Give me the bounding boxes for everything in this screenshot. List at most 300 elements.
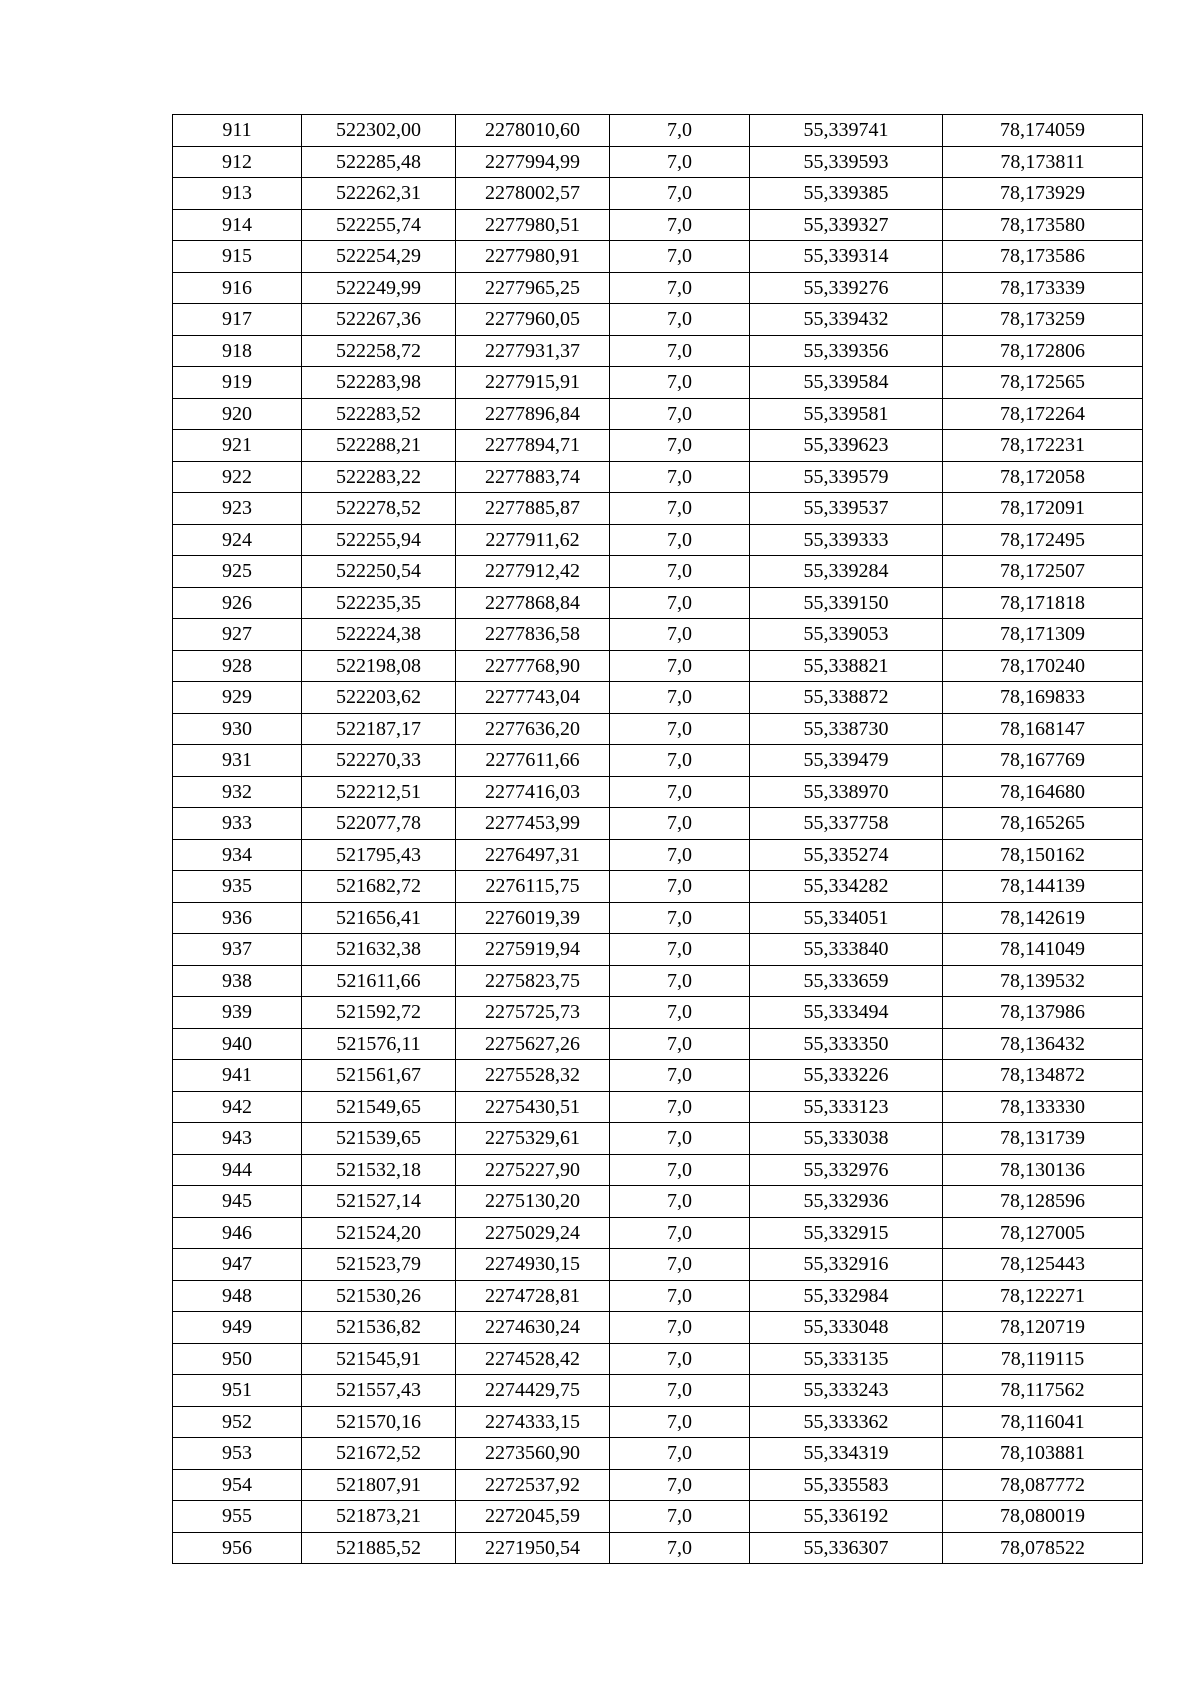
value-cell: 7,0: [610, 1406, 750, 1438]
longitude-cell: 78,144139: [943, 871, 1143, 903]
y-coordinate-cell: 2278010,60: [456, 115, 610, 147]
point-number-cell: 916: [173, 272, 302, 304]
value-cell: 7,0: [610, 965, 750, 997]
longitude-cell: 78,128596: [943, 1186, 1143, 1218]
table-row: [173, 1469, 1143, 1501]
table-row: [173, 241, 1143, 273]
point-number-cell: 927: [173, 619, 302, 651]
point-number-cell: 946: [173, 1217, 302, 1249]
table-row: [173, 1249, 1143, 1281]
point-number-cell: 951: [173, 1375, 302, 1407]
y-coordinate-cell: 2277768,90: [456, 650, 610, 682]
latitude-cell: 55,339741: [750, 115, 943, 147]
point-number-cell: 949: [173, 1312, 302, 1344]
latitude-cell: 55,339356: [750, 335, 943, 367]
longitude-cell: 78,125443: [943, 1249, 1143, 1281]
longitude-cell: 78,133330: [943, 1091, 1143, 1123]
table-row: [173, 178, 1143, 210]
point-number-cell: 918: [173, 335, 302, 367]
longitude-cell: 78,173259: [943, 304, 1143, 336]
longitude-cell: 78,171309: [943, 619, 1143, 651]
table-row: [173, 367, 1143, 399]
table-row: [173, 1091, 1143, 1123]
x-coordinate-cell: 522250,54: [302, 556, 456, 588]
table-row: [173, 304, 1143, 336]
value-cell: 7,0: [610, 1469, 750, 1501]
value-cell: 7,0: [610, 1501, 750, 1533]
latitude-cell: 55,335583: [750, 1469, 943, 1501]
y-coordinate-cell: 2275430,51: [456, 1091, 610, 1123]
latitude-cell: 55,339327: [750, 209, 943, 241]
x-coordinate-cell: 521545,91: [302, 1343, 456, 1375]
latitude-cell: 55,339579: [750, 461, 943, 493]
x-coordinate-cell: 522270,33: [302, 745, 456, 777]
value-cell: 7,0: [610, 934, 750, 966]
x-coordinate-cell: 521795,43: [302, 839, 456, 871]
x-coordinate-cell: 522262,31: [302, 178, 456, 210]
longitude-cell: 78,142619: [943, 902, 1143, 934]
latitude-cell: 55,339314: [750, 241, 943, 273]
value-cell: 7,0: [610, 430, 750, 462]
value-cell: 7,0: [610, 1343, 750, 1375]
latitude-cell: 55,332916: [750, 1249, 943, 1281]
x-coordinate-cell: 521532,18: [302, 1154, 456, 1186]
latitude-cell: 55,336192: [750, 1501, 943, 1533]
point-number-cell: 913: [173, 178, 302, 210]
x-coordinate-cell: 521557,43: [302, 1375, 456, 1407]
x-coordinate-cell: 521570,16: [302, 1406, 456, 1438]
point-number-cell: 944: [173, 1154, 302, 1186]
value-cell: 7,0: [610, 776, 750, 808]
y-coordinate-cell: 2277915,91: [456, 367, 610, 399]
latitude-cell: 55,339333: [750, 524, 943, 556]
value-cell: 7,0: [610, 1312, 750, 1344]
point-number-cell: 939: [173, 997, 302, 1029]
y-coordinate-cell: 2274528,42: [456, 1343, 610, 1375]
y-coordinate-cell: 2275919,94: [456, 934, 610, 966]
y-coordinate-cell: 2277883,74: [456, 461, 610, 493]
y-coordinate-cell: 2274728,81: [456, 1280, 610, 1312]
longitude-cell: 78,167769: [943, 745, 1143, 777]
x-coordinate-cell: 521561,67: [302, 1060, 456, 1092]
longitude-cell: 78,173339: [943, 272, 1143, 304]
y-coordinate-cell: 2277453,99: [456, 808, 610, 840]
longitude-cell: 78,139532: [943, 965, 1143, 997]
longitude-cell: 78,130136: [943, 1154, 1143, 1186]
table-row: [173, 1154, 1143, 1186]
coordinates-table-body: [173, 115, 1143, 1564]
value-cell: 7,0: [610, 745, 750, 777]
point-number-cell: 936: [173, 902, 302, 934]
y-coordinate-cell: 2274930,15: [456, 1249, 610, 1281]
point-number-cell: 929: [173, 682, 302, 714]
point-number-cell: 920: [173, 398, 302, 430]
y-coordinate-cell: 2275823,75: [456, 965, 610, 997]
table-row: [173, 682, 1143, 714]
point-number-cell: 925: [173, 556, 302, 588]
value-cell: 7,0: [610, 1532, 750, 1564]
value-cell: 7,0: [610, 335, 750, 367]
y-coordinate-cell: 2277636,20: [456, 713, 610, 745]
longitude-cell: 78,103881: [943, 1438, 1143, 1470]
latitude-cell: 55,336307: [750, 1532, 943, 1564]
longitude-cell: 78,172565: [943, 367, 1143, 399]
table-row: [173, 335, 1143, 367]
latitude-cell: 55,334319: [750, 1438, 943, 1470]
y-coordinate-cell: 2274333,15: [456, 1406, 610, 1438]
point-number-cell: 954: [173, 1469, 302, 1501]
latitude-cell: 55,333135: [750, 1343, 943, 1375]
latitude-cell: 55,339623: [750, 430, 943, 462]
x-coordinate-cell: 521672,52: [302, 1438, 456, 1470]
latitude-cell: 55,339432: [750, 304, 943, 336]
value-cell: 7,0: [610, 1217, 750, 1249]
longitude-cell: 78,172058: [943, 461, 1143, 493]
latitude-cell: 55,338872: [750, 682, 943, 714]
value-cell: 7,0: [610, 1186, 750, 1218]
longitude-cell: 78,131739: [943, 1123, 1143, 1155]
point-number-cell: 931: [173, 745, 302, 777]
x-coordinate-cell: 522255,94: [302, 524, 456, 556]
x-coordinate-cell: 522224,38: [302, 619, 456, 651]
y-coordinate-cell: 2275329,61: [456, 1123, 610, 1155]
x-coordinate-cell: 522258,72: [302, 335, 456, 367]
point-number-cell: 926: [173, 587, 302, 619]
longitude-cell: 78,173929: [943, 178, 1143, 210]
longitude-cell: 78,172091: [943, 493, 1143, 525]
x-coordinate-cell: 522267,36: [302, 304, 456, 336]
table-row: [173, 493, 1143, 525]
longitude-cell: 78,173586: [943, 241, 1143, 273]
latitude-cell: 55,332984: [750, 1280, 943, 1312]
latitude-cell: 55,335274: [750, 839, 943, 871]
table-row: [173, 1312, 1143, 1344]
y-coordinate-cell: 2277611,66: [456, 745, 610, 777]
longitude-cell: 78,150162: [943, 839, 1143, 871]
value-cell: 7,0: [610, 808, 750, 840]
x-coordinate-cell: 521527,14: [302, 1186, 456, 1218]
x-coordinate-cell: 521807,91: [302, 1469, 456, 1501]
latitude-cell: 55,337758: [750, 808, 943, 840]
point-number-cell: 935: [173, 871, 302, 903]
x-coordinate-cell: 522278,52: [302, 493, 456, 525]
latitude-cell: 55,333226: [750, 1060, 943, 1092]
y-coordinate-cell: 2273560,90: [456, 1438, 610, 1470]
value-cell: 7,0: [610, 556, 750, 588]
x-coordinate-cell: 522187,17: [302, 713, 456, 745]
value-cell: 7,0: [610, 682, 750, 714]
value-cell: 7,0: [610, 1091, 750, 1123]
table-row: [173, 1217, 1143, 1249]
table-row: [173, 556, 1143, 588]
y-coordinate-cell: 2275227,90: [456, 1154, 610, 1186]
x-coordinate-cell: 522198,08: [302, 650, 456, 682]
y-coordinate-cell: 2276019,39: [456, 902, 610, 934]
point-number-cell: 915: [173, 241, 302, 273]
point-number-cell: 917: [173, 304, 302, 336]
latitude-cell: 55,333243: [750, 1375, 943, 1407]
y-coordinate-cell: 2277836,58: [456, 619, 610, 651]
value-cell: 7,0: [610, 997, 750, 1029]
y-coordinate-cell: 2277960,05: [456, 304, 610, 336]
table-row: [173, 713, 1143, 745]
y-coordinate-cell: 2275528,32: [456, 1060, 610, 1092]
y-coordinate-cell: 2275725,73: [456, 997, 610, 1029]
x-coordinate-cell: 521592,72: [302, 997, 456, 1029]
value-cell: 7,0: [610, 1375, 750, 1407]
longitude-cell: 78,119115: [943, 1343, 1143, 1375]
point-number-cell: 955: [173, 1501, 302, 1533]
x-coordinate-cell: 522254,29: [302, 241, 456, 273]
x-coordinate-cell: 522302,00: [302, 115, 456, 147]
value-cell: 7,0: [610, 209, 750, 241]
x-coordinate-cell: 522283,22: [302, 461, 456, 493]
y-coordinate-cell: 2277994,99: [456, 146, 610, 178]
point-number-cell: 912: [173, 146, 302, 178]
x-coordinate-cell: 521611,66: [302, 965, 456, 997]
point-number-cell: 924: [173, 524, 302, 556]
table-row: [173, 1280, 1143, 1312]
y-coordinate-cell: 2277911,62: [456, 524, 610, 556]
x-coordinate-cell: 522285,48: [302, 146, 456, 178]
table-row: [173, 776, 1143, 808]
point-number-cell: 953: [173, 1438, 302, 1470]
point-number-cell: 945: [173, 1186, 302, 1218]
y-coordinate-cell: 2277912,42: [456, 556, 610, 588]
value-cell: 7,0: [610, 871, 750, 903]
point-number-cell: 938: [173, 965, 302, 997]
longitude-cell: 78,127005: [943, 1217, 1143, 1249]
x-coordinate-cell: 521632,38: [302, 934, 456, 966]
value-cell: 7,0: [610, 304, 750, 336]
value-cell: 7,0: [610, 650, 750, 682]
latitude-cell: 55,333362: [750, 1406, 943, 1438]
table-row: [173, 808, 1143, 840]
longitude-cell: 78,171818: [943, 587, 1143, 619]
point-number-cell: 941: [173, 1060, 302, 1092]
point-number-cell: 934: [173, 839, 302, 871]
longitude-cell: 78,120719: [943, 1312, 1143, 1344]
table-row: [173, 1186, 1143, 1218]
value-cell: 7,0: [610, 902, 750, 934]
point-number-cell: 911: [173, 115, 302, 147]
longitude-cell: 78,172495: [943, 524, 1143, 556]
value-cell: 7,0: [610, 1060, 750, 1092]
coordinates-table: [172, 114, 1143, 1564]
y-coordinate-cell: 2272537,92: [456, 1469, 610, 1501]
longitude-cell: 78,165265: [943, 808, 1143, 840]
value-cell: 7,0: [610, 146, 750, 178]
latitude-cell: 55,332915: [750, 1217, 943, 1249]
x-coordinate-cell: 521873,21: [302, 1501, 456, 1533]
point-number-cell: 940: [173, 1028, 302, 1060]
value-cell: 7,0: [610, 1280, 750, 1312]
value-cell: 7,0: [610, 241, 750, 273]
point-number-cell: 952: [173, 1406, 302, 1438]
table-row: [173, 209, 1143, 241]
longitude-cell: 78,078522: [943, 1532, 1143, 1564]
point-number-cell: 948: [173, 1280, 302, 1312]
point-number-cell: 937: [173, 934, 302, 966]
table-row: [173, 1406, 1143, 1438]
y-coordinate-cell: 2271950,54: [456, 1532, 610, 1564]
x-coordinate-cell: 521885,52: [302, 1532, 456, 1564]
point-number-cell: 922: [173, 461, 302, 493]
latitude-cell: 55,339581: [750, 398, 943, 430]
x-coordinate-cell: 521576,11: [302, 1028, 456, 1060]
x-coordinate-cell: 522077,78: [302, 808, 456, 840]
latitude-cell: 55,334051: [750, 902, 943, 934]
longitude-cell: 78,172806: [943, 335, 1143, 367]
longitude-cell: 78,168147: [943, 713, 1143, 745]
value-cell: 7,0: [610, 524, 750, 556]
latitude-cell: 55,339276: [750, 272, 943, 304]
latitude-cell: 55,339593: [750, 146, 943, 178]
value-cell: 7,0: [610, 178, 750, 210]
x-coordinate-cell: 521530,26: [302, 1280, 456, 1312]
table-row: [173, 524, 1143, 556]
table-row: [173, 1501, 1143, 1533]
table-row: [173, 745, 1143, 777]
longitude-cell: 78,169833: [943, 682, 1143, 714]
x-coordinate-cell: 522283,98: [302, 367, 456, 399]
point-number-cell: 950: [173, 1343, 302, 1375]
longitude-cell: 78,172231: [943, 430, 1143, 462]
table-row: [173, 461, 1143, 493]
value-cell: 7,0: [610, 839, 750, 871]
table-row: [173, 871, 1143, 903]
point-number-cell: 928: [173, 650, 302, 682]
value-cell: 7,0: [610, 398, 750, 430]
latitude-cell: 55,333494: [750, 997, 943, 1029]
latitude-cell: 55,332936: [750, 1186, 943, 1218]
latitude-cell: 55,333840: [750, 934, 943, 966]
latitude-cell: 55,333659: [750, 965, 943, 997]
y-coordinate-cell: 2277965,25: [456, 272, 610, 304]
y-coordinate-cell: 2277894,71: [456, 430, 610, 462]
value-cell: 7,0: [610, 367, 750, 399]
latitude-cell: 55,332976: [750, 1154, 943, 1186]
latitude-cell: 55,339584: [750, 367, 943, 399]
point-number-cell: 947: [173, 1249, 302, 1281]
table-row: [173, 1343, 1143, 1375]
longitude-cell: 78,172264: [943, 398, 1143, 430]
latitude-cell: 55,339150: [750, 587, 943, 619]
table-row: [173, 650, 1143, 682]
value-cell: 7,0: [610, 713, 750, 745]
y-coordinate-cell: 2274429,75: [456, 1375, 610, 1407]
x-coordinate-cell: 522288,21: [302, 430, 456, 462]
value-cell: 7,0: [610, 1249, 750, 1281]
table-row: [173, 398, 1143, 430]
longitude-cell: 78,122271: [943, 1280, 1143, 1312]
table-row: [173, 902, 1143, 934]
x-coordinate-cell: 522283,52: [302, 398, 456, 430]
x-coordinate-cell: 521536,82: [302, 1312, 456, 1344]
x-coordinate-cell: 521549,65: [302, 1091, 456, 1123]
latitude-cell: 55,334282: [750, 871, 943, 903]
x-coordinate-cell: 521523,79: [302, 1249, 456, 1281]
value-cell: 7,0: [610, 587, 750, 619]
table-row: [173, 1060, 1143, 1092]
y-coordinate-cell: 2277931,37: [456, 335, 610, 367]
y-coordinate-cell: 2278002,57: [456, 178, 610, 210]
latitude-cell: 55,333038: [750, 1123, 943, 1155]
latitude-cell: 55,339479: [750, 745, 943, 777]
longitude-cell: 78,141049: [943, 934, 1143, 966]
y-coordinate-cell: 2277980,91: [456, 241, 610, 273]
latitude-cell: 55,338730: [750, 713, 943, 745]
longitude-cell: 78,087772: [943, 1469, 1143, 1501]
value-cell: 7,0: [610, 1123, 750, 1155]
y-coordinate-cell: 2277885,87: [456, 493, 610, 525]
x-coordinate-cell: 522212,51: [302, 776, 456, 808]
y-coordinate-cell: 2277980,51: [456, 209, 610, 241]
y-coordinate-cell: 2276497,31: [456, 839, 610, 871]
value-cell: 7,0: [610, 272, 750, 304]
x-coordinate-cell: 522203,62: [302, 682, 456, 714]
value-cell: 7,0: [610, 493, 750, 525]
point-number-cell: 919: [173, 367, 302, 399]
longitude-cell: 78,116041: [943, 1406, 1143, 1438]
y-coordinate-cell: 2277868,84: [456, 587, 610, 619]
table-row: [173, 1123, 1143, 1155]
table-row: [173, 430, 1143, 462]
table-row: [173, 1028, 1143, 1060]
latitude-cell: 55,333350: [750, 1028, 943, 1060]
value-cell: 7,0: [610, 1028, 750, 1060]
table-row: [173, 965, 1143, 997]
longitude-cell: 78,164680: [943, 776, 1143, 808]
table-row: [173, 619, 1143, 651]
point-number-cell: 914: [173, 209, 302, 241]
point-number-cell: 932: [173, 776, 302, 808]
value-cell: 7,0: [610, 1438, 750, 1470]
table-row: [173, 272, 1143, 304]
table-row: [173, 1375, 1143, 1407]
latitude-cell: 55,339284: [750, 556, 943, 588]
point-number-cell: 921: [173, 430, 302, 462]
table-row: [173, 934, 1143, 966]
value-cell: 7,0: [610, 1154, 750, 1186]
latitude-cell: 55,339385: [750, 178, 943, 210]
y-coordinate-cell: 2272045,59: [456, 1501, 610, 1533]
y-coordinate-cell: 2275627,26: [456, 1028, 610, 1060]
x-coordinate-cell: 521682,72: [302, 871, 456, 903]
point-number-cell: 956: [173, 1532, 302, 1564]
longitude-cell: 78,117562: [943, 1375, 1143, 1407]
longitude-cell: 78,174059: [943, 115, 1143, 147]
longitude-cell: 78,173811: [943, 146, 1143, 178]
latitude-cell: 55,338821: [750, 650, 943, 682]
value-cell: 7,0: [610, 461, 750, 493]
y-coordinate-cell: 2275029,24: [456, 1217, 610, 1249]
table-row: [173, 1438, 1143, 1470]
latitude-cell: 55,339053: [750, 619, 943, 651]
y-coordinate-cell: 2275130,20: [456, 1186, 610, 1218]
latitude-cell: 55,333048: [750, 1312, 943, 1344]
value-cell: 7,0: [610, 619, 750, 651]
y-coordinate-cell: 2277896,84: [456, 398, 610, 430]
x-coordinate-cell: 522255,74: [302, 209, 456, 241]
longitude-cell: 78,173580: [943, 209, 1143, 241]
longitude-cell: 78,136432: [943, 1028, 1143, 1060]
point-number-cell: 923: [173, 493, 302, 525]
table-row: [173, 1532, 1143, 1564]
table-row: [173, 997, 1143, 1029]
longitude-cell: 78,170240: [943, 650, 1143, 682]
x-coordinate-cell: 522235,35: [302, 587, 456, 619]
